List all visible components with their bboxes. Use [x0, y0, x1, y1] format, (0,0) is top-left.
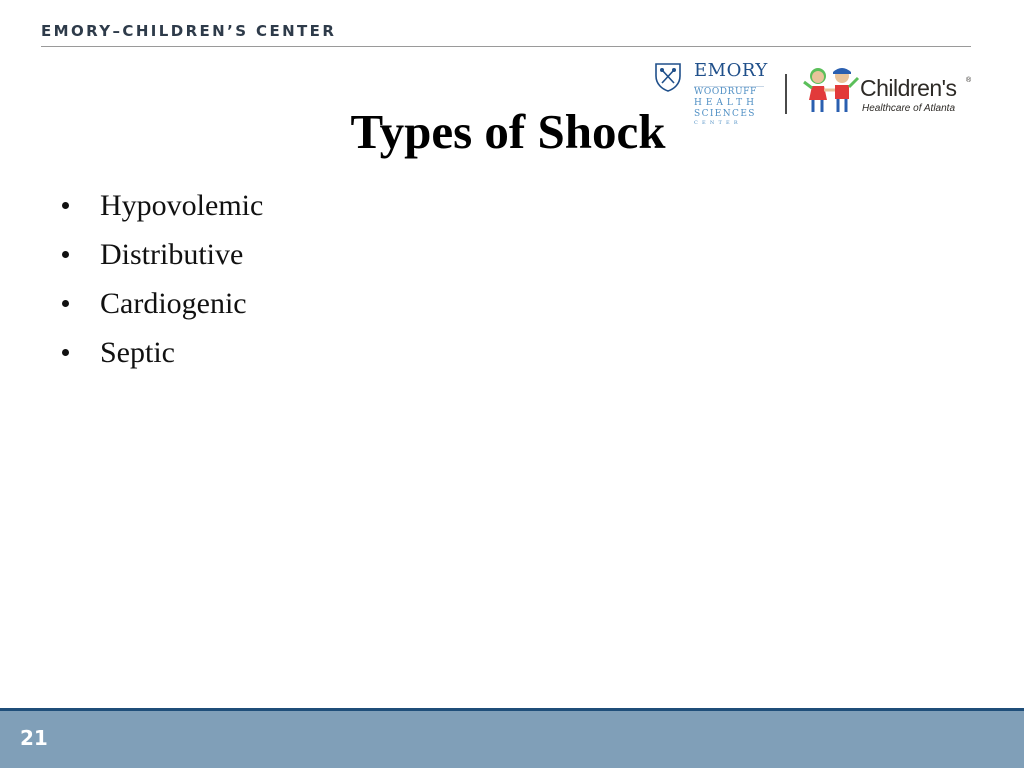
footer-bar — [0, 711, 1024, 768]
bullet-text: Cardiogenic — [100, 287, 247, 320]
emory-wordmark: EMORY — [694, 60, 768, 81]
emory-shield-icon — [654, 62, 682, 92]
bullet-list — [58, 183, 263, 379]
bullet-dot — [62, 300, 69, 307]
slide-number: 21 — [20, 726, 48, 750]
bullet-dot — [62, 349, 69, 356]
emory-sub-sciences: SCIENCES — [694, 109, 756, 119]
registered-mark: ® — [966, 77, 972, 84]
emory-sub-woodruff: WOODRUFF — [694, 87, 757, 97]
bullet-item-septic — [58, 330, 263, 379]
header-divider — [41, 46, 971, 47]
bullet-text: Septic — [100, 336, 175, 369]
childrens-wordmark: Children's — [860, 75, 957, 101]
emory-sub-center: CENTER — [694, 120, 742, 126]
slide-title: Types of Shock — [350, 104, 666, 159]
bullet-text: Hypovolemic — [100, 189, 264, 222]
bullet-text: Distributive — [100, 238, 244, 271]
bullet-dot — [62, 202, 69, 209]
emory-sub-health: HEALTH — [694, 98, 759, 108]
childrens-subtitle: Healthcare of Atlanta — [862, 103, 956, 114]
bullet-item-distributive — [58, 232, 263, 281]
bullet-item-hypovolemic — [58, 183, 263, 232]
bullet-dot — [62, 251, 69, 258]
bullet-item-cardiogenic — [58, 281, 263, 330]
org-header: EMORY–CHILDREN’S CENTER — [41, 22, 337, 40]
